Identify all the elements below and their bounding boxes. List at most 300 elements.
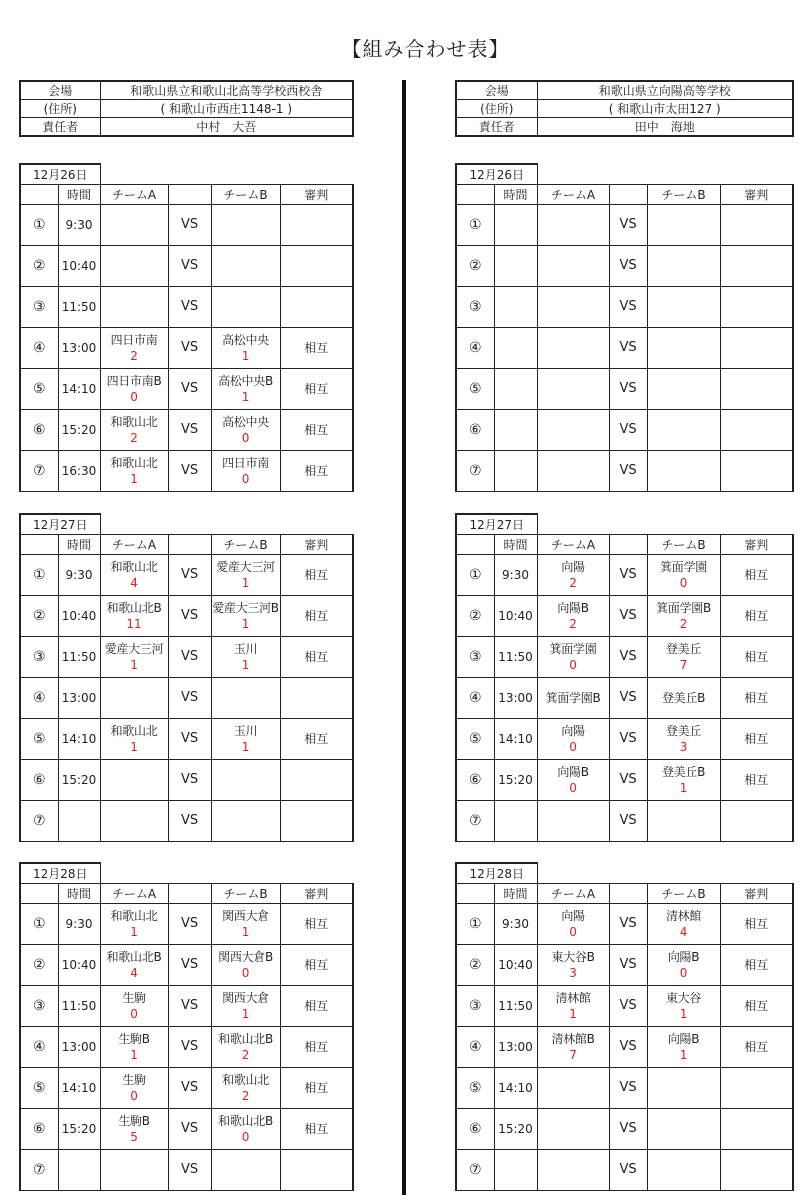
team-a-score: 4 <box>130 965 138 980</box>
referee <box>720 328 793 369</box>
referee: 相互 <box>720 637 793 678</box>
team-b-cell <box>647 1109 720 1150</box>
team-a-name: 生駒B <box>118 1113 150 1128</box>
team-a-score: 2 <box>130 348 138 363</box>
match-row <box>20 719 353 760</box>
match-time: 13:00 <box>494 1027 537 1068</box>
team-b-cell <box>647 1068 720 1109</box>
match-number: ③ <box>20 637 58 678</box>
team-a-name: 清林館B <box>551 1031 595 1046</box>
team-b-score: 1 <box>241 389 250 404</box>
match-row <box>20 287 353 328</box>
match-row <box>456 1109 793 1150</box>
day-schedule-table <box>19 163 354 492</box>
col-header-num <box>456 185 494 205</box>
header-row <box>456 535 793 555</box>
referee: 相互 <box>280 555 353 596</box>
match-number: ⑤ <box>456 369 494 410</box>
team-a-name: 箕面学園B <box>545 690 601 705</box>
team-b-score: 1 <box>241 616 250 631</box>
col-header-team-a: チームA <box>100 185 168 205</box>
col-header-ref: 審判 <box>720 535 793 555</box>
date-row-spacer <box>100 164 353 185</box>
match-time: 9:30 <box>58 904 100 945</box>
match-row <box>456 637 793 678</box>
col-header-team-a: チームA <box>537 535 609 555</box>
vs-label: VS <box>609 986 647 1027</box>
team-a-cell <box>100 945 168 986</box>
match-row <box>20 801 353 842</box>
match-number: ⑥ <box>20 760 58 801</box>
referee: 相互 <box>280 369 353 410</box>
team-a-score: 1 <box>130 471 138 486</box>
match-number: ① <box>20 555 58 596</box>
vs-label: VS <box>609 678 647 719</box>
match-time: 9:30 <box>494 555 537 596</box>
match-time <box>494 205 537 246</box>
team-a-cell <box>100 1109 168 1150</box>
vs-label: VS <box>609 637 647 678</box>
vs-label: VS <box>609 801 647 842</box>
referee: 相互 <box>280 596 353 637</box>
team-b-name: 愛産大三河 <box>216 559 275 574</box>
team-a-score: 1 <box>130 739 138 754</box>
match-number: ⑤ <box>456 1068 494 1109</box>
venue-manager: 中村 大吾 <box>100 118 353 137</box>
match-time <box>494 410 537 451</box>
vs-label: VS <box>168 678 211 719</box>
team-b-name: 和歌山北 <box>222 1072 269 1087</box>
team-b-cell <box>211 904 280 945</box>
vs-label: VS <box>609 287 647 328</box>
match-number: ⑤ <box>20 369 58 410</box>
date-label: 12月27日 <box>20 514 100 535</box>
team-a-cell <box>100 986 168 1027</box>
col-header-vs <box>168 884 211 904</box>
referee <box>280 760 353 801</box>
venue-info-table <box>19 80 354 137</box>
match-number: ③ <box>456 287 494 328</box>
match-number: ① <box>20 205 58 246</box>
address-label: (住所) <box>20 100 100 118</box>
col-header-time: 時間 <box>494 185 537 205</box>
team-b-score: 1 <box>241 739 250 754</box>
referee: 相互 <box>280 904 353 945</box>
team-b-cell <box>211 760 280 801</box>
team-b-cell <box>647 451 720 492</box>
match-row <box>20 945 353 986</box>
referee: 相互 <box>280 410 353 451</box>
match-row <box>456 1068 793 1109</box>
match-number: ② <box>20 945 58 986</box>
team-a-name: 和歌山北 <box>110 723 158 738</box>
referee: 相互 <box>280 719 353 760</box>
col-header-time: 時間 <box>58 884 100 904</box>
match-time: 11:50 <box>494 986 537 1027</box>
team-a-cell <box>537 369 609 410</box>
venue-info-table <box>455 80 794 137</box>
date-row-spacer <box>537 164 793 185</box>
team-a-name: 和歌山北B <box>106 949 162 964</box>
column-divider <box>402 80 406 1195</box>
vs-label: VS <box>168 410 211 451</box>
match-row <box>20 328 353 369</box>
referee <box>720 369 793 410</box>
match-time: 11:50 <box>58 287 100 328</box>
date-row <box>20 863 353 884</box>
vs-label: VS <box>609 555 647 596</box>
match-row <box>456 719 793 760</box>
match-time: 15:20 <box>58 760 100 801</box>
col-header-team-b: チームB <box>647 884 720 904</box>
team-b-cell <box>647 1027 720 1068</box>
team-a-cell <box>100 410 168 451</box>
col-header-vs <box>609 185 647 205</box>
match-row <box>20 1150 353 1191</box>
venue-manager: 田中 海地 <box>537 118 793 137</box>
team-a-cell <box>100 328 168 369</box>
match-row <box>456 410 793 451</box>
team-b-name: 登美丘 <box>665 641 702 656</box>
col-header-vs <box>609 884 647 904</box>
col-header-num <box>456 884 494 904</box>
match-time: 9:30 <box>58 555 100 596</box>
team-a-score: 0 <box>130 1088 138 1103</box>
vs-label: VS <box>609 369 647 410</box>
match-number: ⑤ <box>20 719 58 760</box>
vs-label: VS <box>168 719 211 760</box>
team-a-name: 和歌山北 <box>110 559 158 574</box>
referee <box>720 410 793 451</box>
team-b-name: 玉川 <box>233 723 258 738</box>
match-row <box>456 904 793 945</box>
referee: 相互 <box>720 678 793 719</box>
team-b-name: 登美丘B <box>661 690 706 705</box>
team-a-cell <box>100 555 168 596</box>
team-a-score: 0 <box>130 389 138 404</box>
match-time: 9:30 <box>58 205 100 246</box>
team-a-score: 1 <box>130 1047 138 1062</box>
team-b-name: 登美丘B <box>661 764 706 779</box>
col-header-num <box>20 185 58 205</box>
team-b-cell <box>211 451 280 492</box>
team-b-name: 登美丘 <box>665 723 702 738</box>
match-time: 16:30 <box>58 451 100 492</box>
team-b-score: 2 <box>679 616 688 631</box>
match-row <box>456 760 793 801</box>
team-b-score: 0 <box>679 575 688 590</box>
team-b-cell <box>211 1150 280 1191</box>
match-row <box>20 760 353 801</box>
col-header-ref: 審判 <box>280 185 353 205</box>
match-row <box>456 205 793 246</box>
match-row <box>20 410 353 451</box>
team-a-score: 7 <box>569 1047 577 1062</box>
team-a-cell <box>100 678 168 719</box>
team-a-cell <box>100 904 168 945</box>
match-row <box>20 904 353 945</box>
col-header-team-b: チームB <box>647 535 720 555</box>
team-a-cell <box>537 1027 609 1068</box>
team-b-cell <box>647 287 720 328</box>
team-a-name: 和歌山北 <box>110 455 158 470</box>
col-header-vs <box>609 535 647 555</box>
vs-label: VS <box>609 1027 647 1068</box>
team-b-cell <box>647 1150 720 1191</box>
referee: 相互 <box>720 555 793 596</box>
date-label: 12月27日 <box>456 514 537 535</box>
team-a-cell <box>100 451 168 492</box>
team-a-name: 箕面学園 <box>549 641 597 656</box>
referee: 相互 <box>720 904 793 945</box>
team-a-cell <box>100 719 168 760</box>
col-header-team-b: チームB <box>211 535 280 555</box>
team-a-name: 生駒 <box>122 990 146 1005</box>
match-number: ⑦ <box>456 451 494 492</box>
team-b-cell <box>647 246 720 287</box>
match-number: ④ <box>456 678 494 719</box>
team-a-cell <box>537 945 609 986</box>
team-b-cell <box>647 760 720 801</box>
referee: 相互 <box>720 986 793 1027</box>
date-label: 12月26日 <box>456 164 537 185</box>
team-b-cell <box>647 801 720 842</box>
match-number: ④ <box>20 328 58 369</box>
team-a-cell <box>100 1027 168 1068</box>
team-a-score: 0 <box>569 924 577 939</box>
team-a-score: 1 <box>130 657 138 672</box>
match-number: ② <box>20 596 58 637</box>
team-b-cell <box>211 1027 280 1068</box>
vs-label: VS <box>168 328 211 369</box>
team-b-name: 和歌山北B <box>218 1113 273 1128</box>
team-b-score: 0 <box>241 1129 250 1144</box>
venue-info-row <box>456 100 793 118</box>
match-number: ⑦ <box>456 801 494 842</box>
team-b-name: 東大谷 <box>665 990 702 1005</box>
team-a-cell <box>537 1109 609 1150</box>
team-b-score: 1 <box>241 348 250 363</box>
match-number: ⑦ <box>20 801 58 842</box>
team-a-cell <box>537 801 609 842</box>
col-header-ref: 審判 <box>280 535 353 555</box>
match-row <box>20 986 353 1027</box>
match-row <box>456 678 793 719</box>
vs-label: VS <box>609 719 647 760</box>
team-a-score: 1 <box>130 924 138 939</box>
manager-label: 責任者 <box>20 118 100 137</box>
date-row <box>20 514 353 535</box>
match-row <box>20 1068 353 1109</box>
team-b-score: 0 <box>241 430 250 445</box>
referee <box>720 1109 793 1150</box>
match-time: 14:10 <box>58 1068 100 1109</box>
col-header-ref: 審判 <box>280 884 353 904</box>
day-schedule-table <box>19 862 354 1191</box>
match-time <box>494 801 537 842</box>
team-b-score: 1 <box>241 657 250 672</box>
vs-label: VS <box>168 287 211 328</box>
team-a-score: 11 <box>126 616 142 631</box>
team-b-cell <box>647 555 720 596</box>
team-a-name: 清林館 <box>555 990 591 1005</box>
referee: 相互 <box>280 637 353 678</box>
col-header-num <box>20 535 58 555</box>
match-number: ③ <box>20 986 58 1027</box>
team-a-name: 四日市南B <box>106 373 162 388</box>
team-b-score: 4 <box>679 924 688 939</box>
match-row <box>20 596 353 637</box>
team-b-score: 1 <box>241 1006 250 1021</box>
match-row <box>456 369 793 410</box>
date-label: 12月28日 <box>456 863 537 884</box>
vs-label: VS <box>609 904 647 945</box>
team-b-name: 箕面学園 <box>660 559 707 574</box>
team-b-cell <box>211 945 280 986</box>
team-a-name: 向陽 <box>561 908 585 923</box>
team-a-cell <box>537 410 609 451</box>
match-time <box>494 369 537 410</box>
match-time: 15:20 <box>58 410 100 451</box>
vs-label: VS <box>168 945 211 986</box>
team-a-score: 0 <box>130 1006 138 1021</box>
col-header-ref: 審判 <box>720 884 793 904</box>
col-header-team-b: チームB <box>647 185 720 205</box>
match-number: ⑥ <box>20 1109 58 1150</box>
team-a-name: 東大谷B <box>551 949 595 964</box>
vs-label: VS <box>168 451 211 492</box>
match-time: 9:30 <box>494 904 537 945</box>
team-b-name: 和歌山北B <box>218 1031 273 1046</box>
team-a-score: 0 <box>569 657 577 672</box>
venue-label: 会場 <box>20 81 100 100</box>
manager-label: 責任者 <box>456 118 537 137</box>
venue-info-row <box>20 100 353 118</box>
vs-label: VS <box>609 246 647 287</box>
match-time: 15:20 <box>494 1109 537 1150</box>
match-row <box>20 451 353 492</box>
referee <box>280 246 353 287</box>
team-b-cell <box>211 637 280 678</box>
team-a-cell <box>537 451 609 492</box>
match-time: 15:20 <box>58 1109 100 1150</box>
col-header-num <box>456 535 494 555</box>
match-number: ③ <box>20 287 58 328</box>
day-schedule-table <box>455 862 794 1191</box>
match-number: ① <box>456 555 494 596</box>
match-time: 15:20 <box>494 760 537 801</box>
match-time: 10:40 <box>58 945 100 986</box>
team-a-cell <box>100 1068 168 1109</box>
vs-label: VS <box>609 760 647 801</box>
match-time: 11:50 <box>494 637 537 678</box>
match-number: ⑥ <box>20 410 58 451</box>
match-number: ④ <box>456 1027 494 1068</box>
vs-label: VS <box>168 369 211 410</box>
venue-info-row <box>20 81 353 100</box>
date-row <box>456 164 793 185</box>
team-a-name: 向陽 <box>561 559 585 574</box>
team-b-cell <box>647 328 720 369</box>
day-schedule-table <box>455 513 794 842</box>
team-a-cell <box>537 986 609 1027</box>
team-b-name: 箕面学園B <box>656 600 711 615</box>
team-a-cell <box>100 369 168 410</box>
team-b-name: 清林館 <box>665 908 702 923</box>
team-b-score: 1 <box>679 1047 688 1062</box>
match-number: ⑦ <box>20 451 58 492</box>
team-b-cell <box>647 205 720 246</box>
team-a-name: 和歌山北 <box>110 414 158 429</box>
team-b-cell <box>647 410 720 451</box>
team-a-score: 0 <box>569 739 577 754</box>
team-b-cell <box>211 369 280 410</box>
vs-label: VS <box>168 637 211 678</box>
team-b-name: 関西大倉 <box>222 908 269 923</box>
team-b-cell <box>211 1068 280 1109</box>
team-b-cell <box>211 596 280 637</box>
team-b-cell <box>647 369 720 410</box>
match-row <box>456 801 793 842</box>
team-a-cell <box>537 678 609 719</box>
team-b-cell <box>647 904 720 945</box>
team-b-cell <box>647 596 720 637</box>
match-number: ⑥ <box>456 1109 494 1150</box>
referee: 相互 <box>720 945 793 986</box>
team-b-name: 玉川 <box>233 641 258 656</box>
header-row <box>20 884 353 904</box>
match-time: 14:10 <box>58 369 100 410</box>
team-a-score: 4 <box>130 575 138 590</box>
team-a-cell <box>537 596 609 637</box>
referee: 相互 <box>280 1027 353 1068</box>
match-time: 10:40 <box>494 945 537 986</box>
team-a-score: 2 <box>569 575 577 590</box>
match-row <box>456 596 793 637</box>
date-row-spacer <box>537 863 793 884</box>
team-b-cell <box>211 1109 280 1150</box>
team-b-cell <box>211 328 280 369</box>
match-number: ② <box>456 246 494 287</box>
team-b-score: 2 <box>241 1047 250 1062</box>
match-row <box>456 1027 793 1068</box>
team-a-score: 0 <box>569 780 577 795</box>
venue-name: 和歌山県立和歌山北高等学校西校舎 <box>100 81 353 100</box>
address-label: (住所) <box>456 100 537 118</box>
match-number: ⑥ <box>456 760 494 801</box>
team-a-cell <box>100 205 168 246</box>
match-number: ⑤ <box>20 1068 58 1109</box>
team-a-name: 向陽B <box>557 764 589 779</box>
referee: 相互 <box>280 451 353 492</box>
match-number: ① <box>20 904 58 945</box>
match-number: ③ <box>456 637 494 678</box>
team-b-cell <box>647 986 720 1027</box>
match-number: ① <box>456 904 494 945</box>
day-schedule-table <box>19 513 354 842</box>
team-b-cell <box>647 945 720 986</box>
team-a-cell <box>537 1150 609 1191</box>
col-header-team-b: チームB <box>211 884 280 904</box>
team-b-score: 0 <box>679 965 688 980</box>
team-a-cell <box>100 637 168 678</box>
col-header-time: 時間 <box>58 535 100 555</box>
team-a-cell <box>537 904 609 945</box>
team-b-score: 0 <box>241 471 250 486</box>
date-row <box>456 514 793 535</box>
match-time <box>58 801 100 842</box>
team-a-score: 2 <box>569 616 577 631</box>
